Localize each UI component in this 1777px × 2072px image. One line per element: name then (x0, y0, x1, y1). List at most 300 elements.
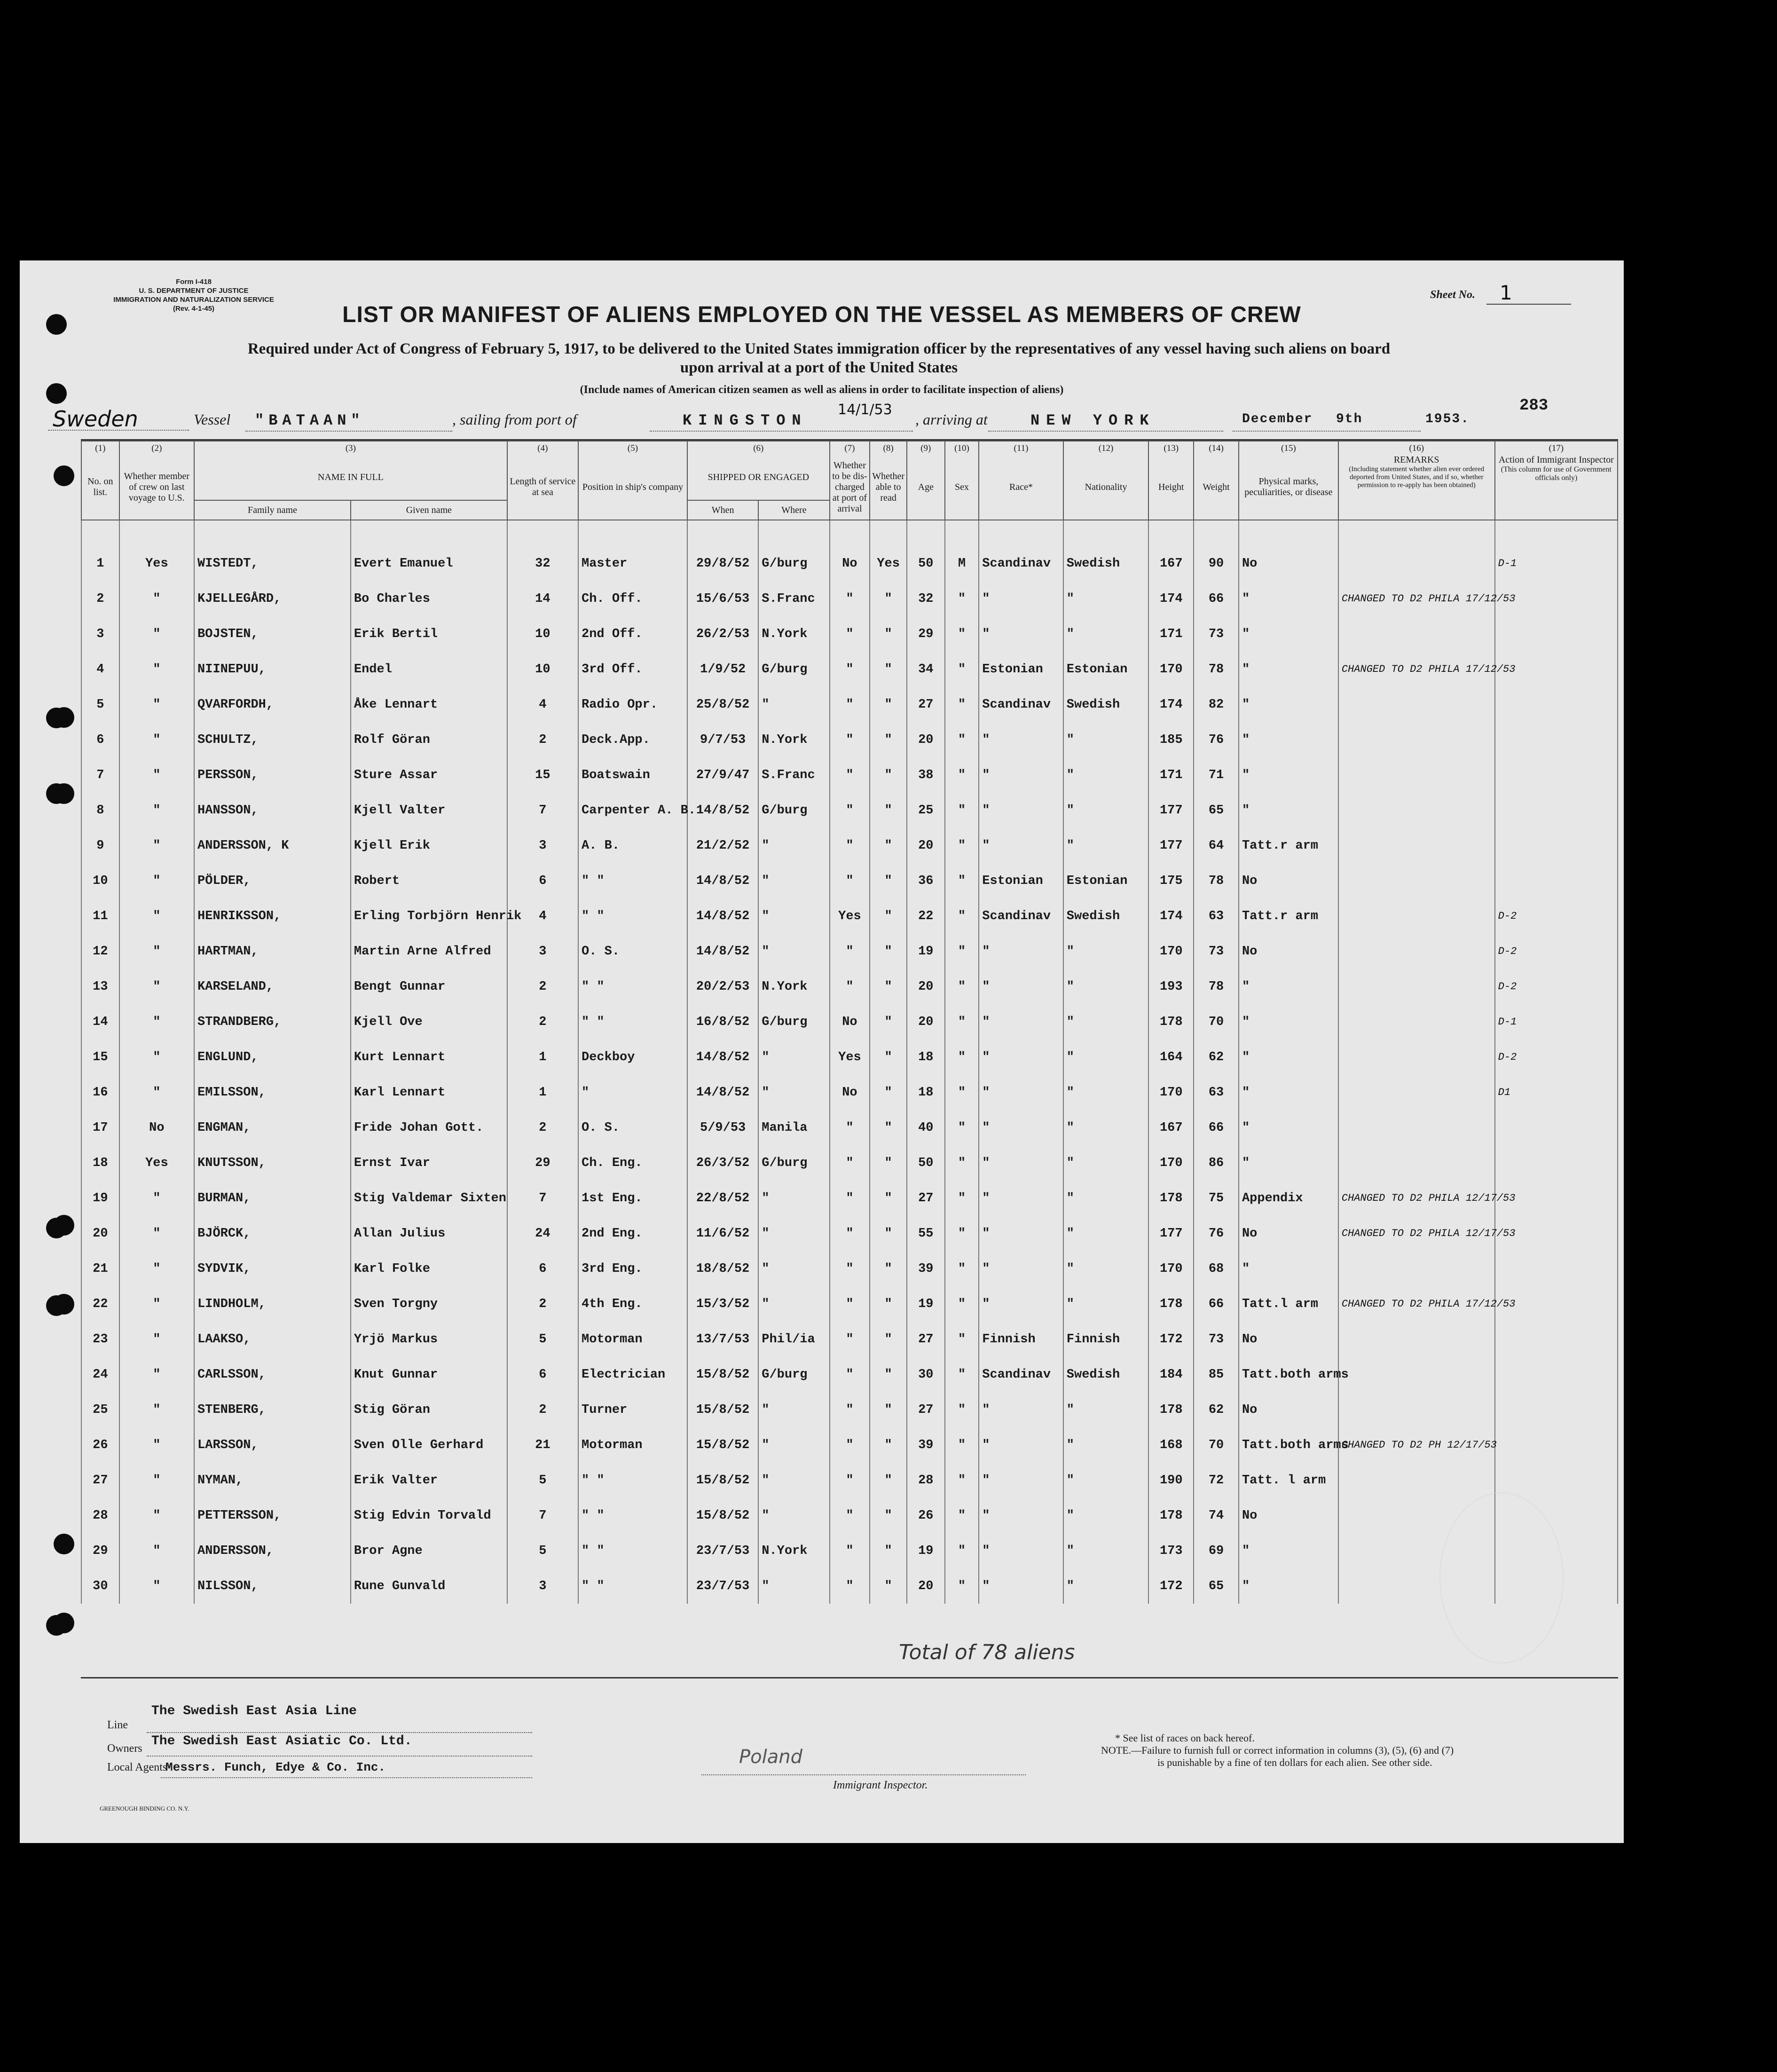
vessel-name: "BATAAN" (255, 412, 365, 429)
physical-marks-cell: Appendix (1239, 1181, 1338, 1216)
nationality-cell: " (1063, 1463, 1149, 1498)
action-title: Action of Immigrant Inspector (1498, 455, 1614, 465)
given-name-cell: Karl Lennart (351, 1075, 507, 1110)
to-be-discharged-cell: " (830, 652, 870, 687)
punch-hole (46, 708, 67, 728)
shipped-when-cell: 27/9/47 (687, 757, 758, 793)
position-cell: 1st Eng. (578, 1181, 687, 1216)
shipped-where-cell: N.York (758, 1533, 829, 1568)
physical-marks-cell: Tatt.r arm (1239, 828, 1338, 863)
table-row (81, 863, 1618, 898)
inspector-action-cell (1495, 828, 1618, 863)
port-handwritten-note: 14/1/53 (838, 402, 892, 418)
header-shipped-or-engaged: SHIPPED OR ENGAGED (687, 455, 830, 500)
crew-last-voyage-cell: " (119, 1004, 194, 1040)
punch-hole (46, 383, 67, 404)
nationality-cell: " (1063, 1392, 1149, 1427)
weight-cell: 64 (1194, 828, 1239, 863)
inspector-action-cell (1495, 687, 1618, 722)
nationality-cell: " (1063, 1145, 1149, 1181)
column-number: (16) (1338, 441, 1495, 455)
physical-marks-cell: " (1239, 1251, 1338, 1286)
height-cell: 190 (1148, 1463, 1194, 1498)
crew-last-voyage-cell: " (119, 687, 194, 722)
sex-cell: " (945, 1145, 979, 1181)
length-of-service-cell: 4 (507, 898, 578, 934)
races-note: * See list of races on back hereof. (1115, 1732, 1255, 1744)
position-cell: Ch. Eng. (578, 1145, 687, 1181)
length-of-service-cell: 2 (507, 1004, 578, 1040)
remarks-cell: CHANGED TO D2 PHILA 12/17/53 (1338, 1216, 1495, 1251)
shipped-when-cell: 14/8/52 (687, 863, 758, 898)
height-cell: 178 (1148, 1004, 1194, 1040)
nationality-cell: " (1063, 1181, 1149, 1216)
printer-imprint: GREENOUGH BINDING CO. N.Y. (100, 1805, 189, 1812)
race-cell: Estonian (979, 863, 1063, 898)
shipped-where-cell: " (758, 1181, 829, 1216)
able-to-read-cell: " (870, 1286, 907, 1322)
position-cell: " (578, 1075, 687, 1110)
inspector-action-cell: D-2 (1495, 1040, 1618, 1075)
crew-last-voyage-cell: " (119, 1568, 194, 1604)
given-name-cell: Allan Julius (351, 1216, 507, 1251)
remarks-cell (1338, 757, 1495, 793)
inspector-action-cell (1495, 1110, 1618, 1145)
length-of-service-cell: 4 (507, 687, 578, 722)
height-cell: 177 (1148, 828, 1194, 863)
physical-marks-cell: " (1239, 581, 1338, 616)
to-be-discharged-cell: " (830, 1286, 870, 1322)
nationality-cell: " (1063, 616, 1149, 652)
weight-cell: 62 (1194, 1040, 1239, 1075)
arrival-port: NEW YORK (1030, 412, 1156, 429)
crew-last-voyage-cell: Yes (119, 1145, 194, 1181)
inspector-action-cell (1495, 793, 1618, 828)
height-cell: 178 (1148, 1286, 1194, 1322)
shipped-where-cell: N.York (758, 969, 829, 1004)
physical-marks-cell: " (1239, 1040, 1338, 1075)
header-length-of-service: Length of service at sea (507, 455, 578, 520)
inspector-action-cell (1495, 616, 1618, 652)
inspector-action-cell (1495, 757, 1618, 793)
to-be-discharged-cell: No (830, 1004, 870, 1040)
sex-cell: " (945, 793, 979, 828)
given-name-cell: Erik Valter (351, 1463, 507, 1498)
position-cell: 2nd Eng. (578, 1216, 687, 1251)
length-of-service-cell: 1 (507, 1075, 578, 1110)
family-name-cell: NIINEPUU, (194, 652, 351, 687)
age-cell: 40 (907, 1110, 945, 1145)
shipped-when-cell: 14/8/52 (687, 934, 758, 969)
row-number-cell: 22 (81, 1286, 119, 1322)
height-cell: 174 (1148, 581, 1194, 616)
to-be-discharged-cell: " (830, 863, 870, 898)
inspector-action-cell: D-1 (1495, 546, 1618, 581)
height-cell: 173 (1148, 1533, 1194, 1568)
row-number-cell: 20 (81, 1216, 119, 1251)
shipped-where-cell: " (758, 898, 829, 934)
given-name-cell: Ernst Ivar (351, 1145, 507, 1181)
punch-hole (46, 783, 67, 804)
given-name-cell: Robert (351, 863, 507, 898)
crew-last-voyage-cell: " (119, 1040, 194, 1075)
shipped-when-cell: 15/8/52 (687, 1498, 758, 1533)
sex-cell: " (945, 828, 979, 863)
weight-cell: 66 (1194, 1286, 1239, 1322)
document-subtitle (137, 339, 1501, 377)
remarks-cell (1338, 863, 1495, 898)
header-nationality: Nationality (1063, 455, 1149, 520)
shipped-when-cell: 15/6/53 (687, 581, 758, 616)
to-be-discharged-cell: Yes (830, 898, 870, 934)
weight-cell: 76 (1194, 722, 1239, 757)
family-name-cell: BOJSTEN, (194, 616, 351, 652)
row-number-cell: 29 (81, 1533, 119, 1568)
penalty-note-line-1: NOTE.—Failure to furnish full or correct information in columns (3), (5), (6) and (7) (1101, 1744, 1454, 1756)
age-cell: 55 (907, 1216, 945, 1251)
shipped-when-cell: 5/9/53 (687, 1110, 758, 1145)
sex-cell: " (945, 616, 979, 652)
agents-underline (161, 1777, 532, 1778)
form-number: Form I-418 (176, 278, 212, 286)
shipped-where-cell: " (758, 863, 829, 898)
country-handwritten: Sweden (53, 406, 138, 432)
sex-cell: " (945, 1392, 979, 1427)
physical-marks-cell: " (1239, 616, 1338, 652)
physical-marks-cell: Tatt.both arms (1239, 1357, 1338, 1392)
remarks-cell (1338, 969, 1495, 1004)
weight-cell: 65 (1194, 793, 1239, 828)
punch-hole (46, 1615, 67, 1636)
to-be-discharged-cell: " (830, 1463, 870, 1498)
row-number-cell: 25 (81, 1392, 119, 1427)
age-cell: 27 (907, 1392, 945, 1427)
physical-marks-cell: " (1239, 1568, 1338, 1604)
able-to-read-cell: " (870, 1392, 907, 1427)
length-of-service-cell: 3 (507, 934, 578, 969)
sheet-number-label: Sheet No. (1430, 289, 1475, 301)
remarks-cell (1338, 1322, 1495, 1357)
row-number-cell: 12 (81, 934, 119, 969)
family-name-cell: ANDERSSON, K (194, 828, 351, 863)
to-be-discharged-cell: " (830, 1498, 870, 1533)
penalty-note-line-2: is punishable by a fine of ten dollars for each alien. See other side. (1157, 1757, 1432, 1768)
sex-cell: " (945, 1004, 979, 1040)
position-cell: Deckboy (578, 1040, 687, 1075)
able-to-read-cell: " (870, 863, 907, 898)
physical-marks-cell: No (1239, 1392, 1338, 1427)
race-cell: " (979, 581, 1063, 616)
to-be-discharged-cell: No (830, 546, 870, 581)
height-cell: 178 (1148, 1498, 1194, 1533)
to-be-discharged-cell: " (830, 1392, 870, 1427)
family-name-cell: ANDERSSON, (194, 1533, 351, 1568)
remarks-cell: CHANGED TO D2 PHILA 17/12/53 (1338, 1286, 1495, 1322)
age-cell: 25 (907, 793, 945, 828)
race-cell: " (979, 1075, 1063, 1110)
shipped-where-cell: G/burg (758, 546, 829, 581)
table-row (81, 1004, 1618, 1040)
position-cell: Deck.App. (578, 722, 687, 757)
age-cell: 26 (907, 1498, 945, 1533)
shipped-when-cell: 18/8/52 (687, 1251, 758, 1286)
shipped-where-cell: Phil/ia (758, 1322, 829, 1357)
race-cell: " (979, 793, 1063, 828)
crew-last-voyage-cell: " (119, 616, 194, 652)
height-cell: 178 (1148, 1181, 1194, 1216)
to-be-discharged-cell: " (830, 1322, 870, 1357)
header-race: Race* (979, 455, 1063, 520)
weight-cell: 65 (1194, 1568, 1239, 1604)
weight-cell: 74 (1194, 1498, 1239, 1533)
given-name-cell: Erik Bertil (351, 616, 507, 652)
sheet-number-underline (1486, 304, 1571, 305)
family-name-cell: HARTMAN, (194, 934, 351, 969)
form-revision: (Rev. 4-1-45) (173, 305, 215, 313)
family-name-cell: LARSSON, (194, 1427, 351, 1463)
to-be-discharged-cell: " (830, 1110, 870, 1145)
nationality-cell: " (1063, 1040, 1149, 1075)
table-row (81, 1357, 1618, 1392)
age-cell: 39 (907, 1251, 945, 1286)
given-name-cell: Martin Arne Alfred (351, 934, 507, 969)
family-name-cell: BURMAN, (194, 1181, 351, 1216)
row-number-cell: 5 (81, 687, 119, 722)
to-be-discharged-cell: " (830, 1427, 870, 1463)
length-of-service-cell: 29 (507, 1145, 578, 1181)
arriving-label: , arriving at (915, 411, 988, 428)
crew-last-voyage-cell: " (119, 863, 194, 898)
race-cell: Scandinav (979, 1357, 1063, 1392)
header-height: Height (1148, 455, 1194, 520)
punch-hole (54, 1534, 74, 1554)
family-name-cell: KNUTSSON, (194, 1145, 351, 1181)
weight-cell: 73 (1194, 1322, 1239, 1357)
agents-label: Local Agents (107, 1761, 167, 1773)
nationality-cell: Swedish (1063, 1357, 1149, 1392)
weight-cell: 70 (1194, 1427, 1239, 1463)
length-of-service-cell: 6 (507, 1251, 578, 1286)
inspector-action-cell (1495, 1145, 1618, 1181)
port-of-sailing: KINGSTON (683, 412, 808, 429)
position-cell: " " (578, 1463, 687, 1498)
family-name-cell: KJELLEGÅRD, (194, 581, 351, 616)
family-name-cell: KARSELAND, (194, 969, 351, 1004)
weight-cell: 69 (1194, 1533, 1239, 1568)
line-underline (147, 1732, 532, 1733)
crew-last-voyage-cell: No (119, 1110, 194, 1145)
position-cell: Turner (578, 1392, 687, 1427)
given-name-cell: Rune Gunvald (351, 1568, 507, 1604)
to-be-discharged-cell: " (830, 969, 870, 1004)
shipped-when-cell: 14/8/52 (687, 1040, 758, 1075)
height-cell: 184 (1148, 1357, 1194, 1392)
physical-marks-cell: Tatt.l arm (1239, 1286, 1338, 1322)
race-cell: " (979, 1568, 1063, 1604)
physical-marks-cell: " (1239, 1075, 1338, 1110)
given-name-cell: Kjell Valter (351, 793, 507, 828)
remarks-cell (1338, 687, 1495, 722)
age-cell: 19 (907, 934, 945, 969)
column-number: (11) (979, 441, 1063, 455)
header-when: When (687, 500, 758, 520)
column-number: (4) (507, 441, 578, 455)
weight-cell: 85 (1194, 1357, 1239, 1392)
physical-marks-cell: " (1239, 1110, 1338, 1145)
header-family-name: Family name (194, 500, 351, 520)
sex-cell: " (945, 898, 979, 934)
position-cell: 3rd Off. (578, 652, 687, 687)
header-remarks (1338, 455, 1495, 520)
nationality-cell: " (1063, 1568, 1149, 1604)
header-discharged: Whether to be dis-charged at port of arrival (830, 455, 870, 520)
shipped-where-cell: " (758, 1286, 829, 1322)
age-cell: 27 (907, 687, 945, 722)
subtitle-line-2: upon arrival at a port of the United States (680, 359, 958, 376)
to-be-discharged-cell: " (830, 1568, 870, 1604)
shipped-where-cell: Manila (758, 1110, 829, 1145)
age-cell: 30 (907, 1357, 945, 1392)
table-row (81, 1392, 1618, 1427)
shipped-where-cell: " (758, 1040, 829, 1075)
shipped-when-cell: 26/3/52 (687, 1145, 758, 1181)
remarks-cell (1338, 1251, 1495, 1286)
header-where: Where (758, 500, 829, 520)
shipped-when-cell: 9/7/53 (687, 722, 758, 757)
table-row (81, 1181, 1618, 1216)
able-to-read-cell: " (870, 1145, 907, 1181)
position-cell: O. S. (578, 934, 687, 969)
length-of-service-cell: 21 (507, 1427, 578, 1463)
to-be-discharged-cell: " (830, 1357, 870, 1392)
position-cell: Master (578, 546, 687, 581)
crew-last-voyage-cell: " (119, 1286, 194, 1322)
position-cell: " " (578, 1004, 687, 1040)
height-cell: 167 (1148, 546, 1194, 581)
row-number-cell: 18 (81, 1145, 119, 1181)
nationality-cell: Finnish (1063, 1322, 1149, 1357)
remarks-cell (1338, 934, 1495, 969)
height-cell: 178 (1148, 1392, 1194, 1427)
shipped-where-cell: N.York (758, 616, 829, 652)
table-row (81, 793, 1618, 828)
crew-last-voyage-cell: " (119, 1251, 194, 1286)
shipped-where-cell: G/burg (758, 1145, 829, 1181)
row-number-cell: 14 (81, 1004, 119, 1040)
race-cell: Scandinav (979, 546, 1063, 581)
nationality-cell: " (1063, 1216, 1149, 1251)
crew-last-voyage-cell: " (119, 1392, 194, 1427)
punch-hole (46, 1218, 67, 1238)
family-name-cell: PETTERSSON, (194, 1498, 351, 1533)
height-cell: 174 (1148, 898, 1194, 934)
nationality-cell: " (1063, 1004, 1149, 1040)
shipped-when-cell: 15/3/52 (687, 1286, 758, 1322)
family-name-cell: NILSSON, (194, 1568, 351, 1604)
weight-cell: 66 (1194, 581, 1239, 616)
table-row (81, 1533, 1618, 1568)
shipped-when-cell: 20/2/53 (687, 969, 758, 1004)
shipped-when-cell: 13/7/53 (687, 1322, 758, 1357)
inspector-action-cell (1495, 1251, 1618, 1286)
weight-cell: 90 (1194, 546, 1239, 581)
crew-last-voyage-cell: " (119, 1498, 194, 1533)
punch-hole (46, 1295, 67, 1316)
nationality-cell: Estonian (1063, 863, 1149, 898)
shipped-when-cell: 25/8/52 (687, 687, 758, 722)
height-cell: 171 (1148, 757, 1194, 793)
race-cell: " (979, 934, 1063, 969)
able-to-read-cell: " (870, 1463, 907, 1498)
family-name-cell: STRANDBERG, (194, 1004, 351, 1040)
position-cell: Boatswain (578, 757, 687, 793)
able-to-read-cell: " (870, 722, 907, 757)
crew-last-voyage-cell: " (119, 1322, 194, 1357)
race-cell: " (979, 1216, 1063, 1251)
height-cell: 170 (1148, 1145, 1194, 1181)
remarks-cell (1338, 793, 1495, 828)
length-of-service-cell: 3 (507, 828, 578, 863)
age-cell: 36 (907, 863, 945, 898)
crew-last-voyage-cell: " (119, 934, 194, 969)
inspector-action-cell: D-2 (1495, 898, 1618, 934)
length-of-service-cell: 10 (507, 616, 578, 652)
given-name-cell: Rolf Göran (351, 722, 507, 757)
given-name-cell: Erling Torbjörn Henrik (351, 898, 507, 934)
race-cell: " (979, 1110, 1063, 1145)
punch-hole (46, 314, 67, 335)
shipped-where-cell: N.York (758, 722, 829, 757)
family-name-cell: WISTEDT, (194, 546, 351, 581)
given-name-cell: Sven Torgny (351, 1286, 507, 1322)
sex-cell: " (945, 863, 979, 898)
inspector-action-cell: D-2 (1495, 934, 1618, 969)
row-number-cell: 11 (81, 898, 119, 934)
to-be-discharged-cell: " (830, 1181, 870, 1216)
shipped-where-cell: " (758, 1498, 829, 1533)
physical-marks-cell: " (1239, 757, 1338, 793)
table-row (81, 898, 1618, 934)
physical-marks-cell: " (1239, 793, 1338, 828)
date-day: 9th (1336, 412, 1363, 426)
race-cell: " (979, 1427, 1063, 1463)
family-name-cell: SYDVIK, (194, 1251, 351, 1286)
physical-marks-cell: " (1239, 652, 1338, 687)
position-cell: " " (578, 969, 687, 1004)
able-to-read-cell: " (870, 1322, 907, 1357)
inspector-underline (701, 1774, 1026, 1775)
sex-cell: " (945, 1357, 979, 1392)
crew-last-voyage-cell: " (119, 1357, 194, 1392)
race-cell: " (979, 616, 1063, 652)
table-row (81, 722, 1618, 757)
age-cell: 27 (907, 1181, 945, 1216)
position-cell: A. B. (578, 828, 687, 863)
crew-last-voyage-cell: " (119, 652, 194, 687)
header-action (1495, 455, 1618, 520)
row-number-cell: 26 (81, 1427, 119, 1463)
shipped-when-cell: 23/7/53 (687, 1533, 758, 1568)
age-cell: 29 (907, 616, 945, 652)
remarks-cell: CHANGED TO D2 PHILA 17/12/53 (1338, 581, 1495, 616)
row-number-cell: 17 (81, 1110, 119, 1145)
position-cell: " " (578, 898, 687, 934)
column-number: (15) (1239, 441, 1338, 455)
family-name-cell: HENRIKSSON, (194, 898, 351, 934)
weight-cell: 63 (1194, 1075, 1239, 1110)
to-be-discharged-cell: " (830, 828, 870, 863)
to-be-discharged-cell: " (830, 581, 870, 616)
